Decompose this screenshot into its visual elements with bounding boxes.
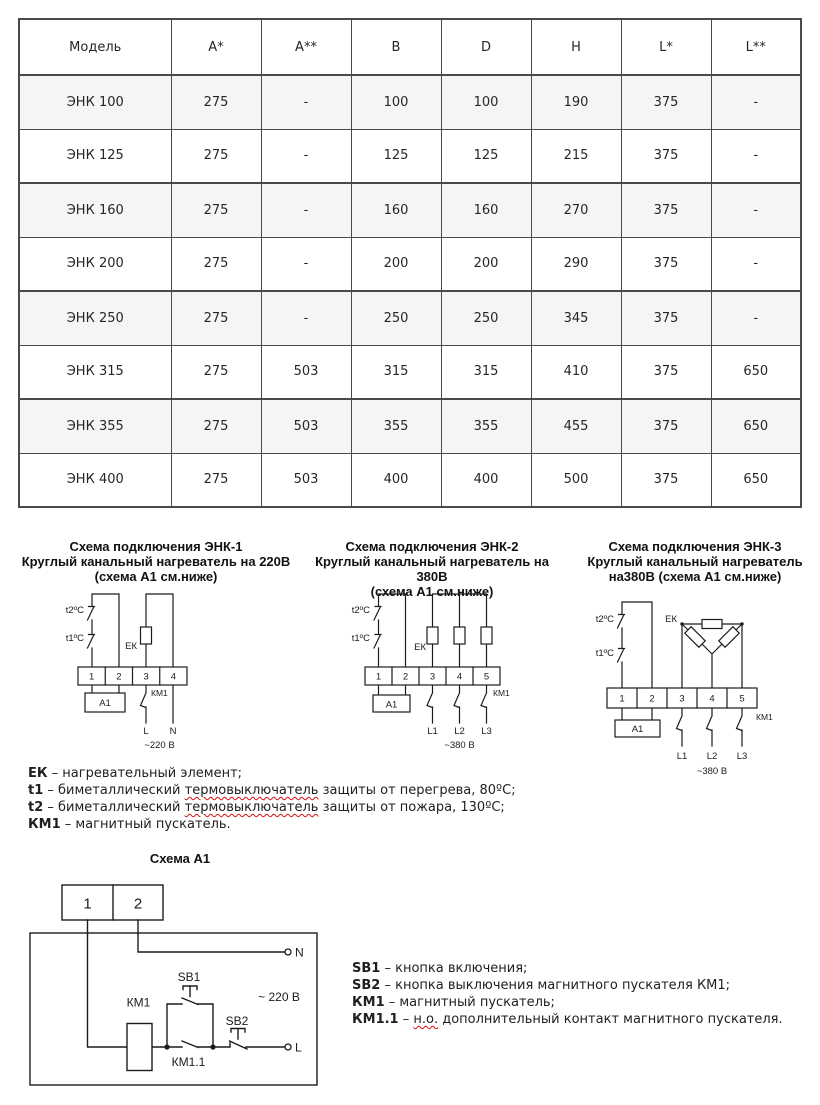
table-cell: 275 [171,345,261,399]
legend-term: КМ1.1 [352,1012,399,1027]
table-cell: 200 [351,237,441,291]
scheme-a1-title: Схема А1 [149,851,211,866]
legend-term: ЕК [28,766,48,781]
table-row [19,399,801,453]
wiring-diagram-enk2 [330,586,580,764]
table-cell: 275 [171,453,261,507]
diagram2-title-line1: Схема подключения ЭНК-2 [345,539,519,554]
heater-resistor-icon [481,627,492,644]
table-cell: - [261,183,351,237]
table-cell: 275 [171,183,261,237]
terminal-number: 5 [483,671,490,683]
table-cell: 503 [261,453,351,507]
voltage-label: ~380 В [444,740,475,751]
diagram3-title-line3: на380В (схема А1 см.ниже) [608,569,782,584]
table-cell: 345 [531,291,621,345]
heater-resistor-icon [685,627,706,648]
legend-text-misspelled: термовыключатель [184,783,319,798]
heater-resistor-icon [454,627,465,644]
diagram1-title-line3: (схема А1 см.ниже) [94,569,218,584]
table-cell: ЭНК 355 [19,399,171,453]
heater-resistor-icon [141,627,152,644]
table-row [19,345,801,399]
table-row [19,183,801,237]
neutral-label: N [295,945,304,960]
voltage-label: ~380 В [696,766,728,777]
legend-line-ek [28,765,516,782]
table-cell: ЭНК 315 [19,345,171,399]
table-cell: 375 [621,237,711,291]
legend-text: – кнопка выключения магнитного пускателя КМ1; [380,978,731,993]
table-cell: ЭНК 160 [19,183,171,237]
table-cell: - [711,75,801,129]
table-row [19,237,801,291]
table-cell: 375 [621,129,711,183]
t1-label: t1ºC [65,633,84,644]
t2-label: t2ºC [351,605,370,616]
neutral-label: N [169,726,177,737]
spec-table [18,18,802,508]
t2-label: t2ºC [65,605,84,616]
km1-label: КМ1 [151,688,168,698]
table-cell: 270 [531,183,621,237]
diagram2-title-line3: (схема А1 см.ниже) [370,584,494,599]
diagram1-title-line1: Схема подключения ЭНК-1 [69,539,243,554]
table-row [19,129,801,183]
table-cell: 315 [351,345,441,399]
scheme-a1-diagram [25,875,335,1103]
legend-term: SB2 [352,978,381,993]
table-cell: 355 [351,399,441,453]
junction-dot [680,622,683,625]
table-cell: 355 [441,399,531,453]
a1-label: А1 [631,724,644,735]
legend-term: КМ1 [352,995,385,1010]
legend-text: – кнопка включения; [380,961,528,976]
table-cell: 400 [351,453,441,507]
column-header: L** [711,19,801,75]
table-cell: 503 [261,399,351,453]
legend-line-t2 [28,799,516,816]
phase-l-label: L [143,726,149,737]
terminal-number: 2 [116,671,122,683]
column-header: B [351,19,441,75]
column-header: D [441,19,531,75]
legend-text: дополнительный контакт магнитного пускателя. [438,1012,783,1027]
phase-l-label: L [295,1040,302,1055]
legend-line-km11 [352,1011,783,1028]
km1-label: КМ1 [493,688,510,698]
sb1-label: SB1 [177,970,201,984]
km1-label: КМ1 [756,712,773,722]
terminal-n-circle [285,949,291,955]
phase-l3-label: L3 [736,751,748,762]
diagram3-title-line1: Схема подключения ЭНК-3 [608,539,782,554]
table-cell: 275 [171,129,261,183]
table-cell: 375 [621,75,711,129]
table-cell: 125 [441,129,531,183]
a1-label: А1 [385,699,398,711]
terminal-number: 4 [709,693,715,705]
legend-term: SB1 [352,961,381,976]
terminal-number: 3 [679,693,685,705]
table-row [19,453,801,507]
terminal-number: 2 [649,693,655,705]
legend-line-km1 [28,816,516,833]
phase-l1-label: L1 [427,726,438,737]
legend-text: защиты от пожара, 130ºС; [318,800,505,815]
table-cell: 650 [711,453,801,507]
legend-diagrams [28,765,516,833]
table-cell: 503 [261,345,351,399]
ek-label: ЕК [414,642,426,653]
table-cell: 500 [531,453,621,507]
column-header: L* [621,19,711,75]
heater-resistor-icon [427,627,438,644]
table-cell: 375 [621,291,711,345]
phase-l3-label: L3 [481,726,492,737]
voltage-label: ~ 220 В [258,990,300,1004]
table-cell: ЭНК 100 [19,75,171,129]
table-cell: 275 [171,75,261,129]
table-cell: 190 [531,75,621,129]
diagram3-title-line2: Круглый канальный нагреватель [587,554,803,569]
wiring-diagram-enk3 [578,586,820,786]
km1-coil [127,1024,152,1071]
table-cell: 375 [621,453,711,507]
legend-text: – магнитный пускатель. [60,817,231,832]
legend-term: t1 [28,783,44,798]
table-cell: 375 [621,183,711,237]
terminal-number: 1 [88,671,95,683]
legend-text: – [398,1012,414,1027]
legend-line-t1 [28,782,516,799]
terminal-number: 5 [739,693,745,705]
table-cell: 200 [441,237,531,291]
junction-dot [210,1044,215,1049]
terminal-number: 4 [170,671,177,683]
table-cell: 275 [171,399,261,453]
km11-label: КМ1.1 [171,1055,206,1069]
spec-table-body [19,75,801,507]
diagram1-title-line2: Круглый канальный нагреватель на 220В [21,554,291,569]
table-cell: 215 [531,129,621,183]
voltage-label: ~220 В [144,740,175,751]
table-cell: ЭНК 200 [19,237,171,291]
legend-line-km1 [352,994,783,1011]
table-cell: 650 [711,345,801,399]
table-cell: - [261,237,351,291]
table-cell: ЭНК 400 [19,453,171,507]
table-cell: ЭНК 250 [19,291,171,345]
legend-text: – биметаллический [43,800,185,815]
terminal-l-circle [285,1044,291,1050]
table-cell: ЭНК 125 [19,129,171,183]
legend-line-sb2 [352,977,783,994]
table-cell: 250 [351,291,441,345]
table-cell: - [711,237,801,291]
t2-label: t2ºC [595,614,614,625]
table-cell: 410 [531,345,621,399]
legend-text: – магнитный пускатель; [384,995,555,1010]
legend-text: защиты от перегрева, 80ºС; [318,783,516,798]
heater-resistor-icon [719,627,740,648]
ek-label: ЕК [665,614,677,625]
t1-label: t1ºC [595,648,614,659]
terminal-number: 3 [429,671,436,683]
legend-term: КМ1 [28,817,61,832]
legend-text-misspelled: н.о. [413,1012,439,1027]
table-cell: 250 [441,291,531,345]
legend-line-sb1 [352,960,783,977]
diagram1-title [18,539,294,584]
legend-scheme-a1 [352,960,783,1028]
table-cell: 125 [351,129,441,183]
table-cell: 275 [171,237,261,291]
table-cell: - [711,129,801,183]
table-cell: - [261,291,351,345]
wires [88,920,286,1049]
terminal-number: 1 [83,895,92,913]
table-cell: 290 [531,237,621,291]
terminal-number: 2 [402,671,409,683]
table-cell: - [711,291,801,345]
table-cell: 275 [171,291,261,345]
table-cell: - [261,129,351,183]
sb2-label: SB2 [225,1014,249,1028]
table-cell: 375 [621,399,711,453]
column-header: H [531,19,621,75]
table-cell: 160 [441,183,531,237]
legend-term: t2 [28,800,44,815]
table-row [19,291,801,345]
table-cell: 650 [711,399,801,453]
table-cell: 160 [351,183,441,237]
terminal-number: 2 [133,895,143,913]
km1-label: КМ1 [126,995,151,1010]
terminal-number: 1 [375,671,382,683]
legend-text: – нагревательный элемент; [47,766,243,781]
table-cell: 315 [441,345,531,399]
table-cell: - [711,183,801,237]
diagram3-title [570,539,820,584]
legend-text-misspelled: термовыключатель [184,800,319,815]
table-cell: - [261,75,351,129]
terminal-number: 1 [619,693,625,705]
table-header-row [19,19,801,75]
table-cell: 100 [441,75,531,129]
diagram2-title-line2: Круглый канальный нагреватель на 380В [315,554,549,584]
column-header: Модель [19,19,171,75]
table-cell: 100 [351,75,441,129]
legend-text: – биметаллический [43,783,185,798]
table-row [19,75,801,129]
terminal-number: 3 [143,671,149,683]
junction-dot [164,1044,169,1049]
ek-label: ЕК [125,641,137,652]
phase-l2-label: L2 [454,726,465,737]
t1-label: t1ºC [351,633,370,644]
junction-dot [740,622,743,625]
table-cell: 375 [621,345,711,399]
table-cell: 455 [531,399,621,453]
phase-l2-label: L2 [706,751,718,762]
wiring-diagram-enk1 [40,586,300,764]
a1-label: А1 [99,698,111,709]
phase-l1-label: L1 [676,751,688,762]
heater-resistor-icon [702,620,722,629]
terminal-number: 4 [456,671,463,683]
column-header: A** [261,19,351,75]
column-header: A* [171,19,261,75]
table-cell: 400 [441,453,531,507]
